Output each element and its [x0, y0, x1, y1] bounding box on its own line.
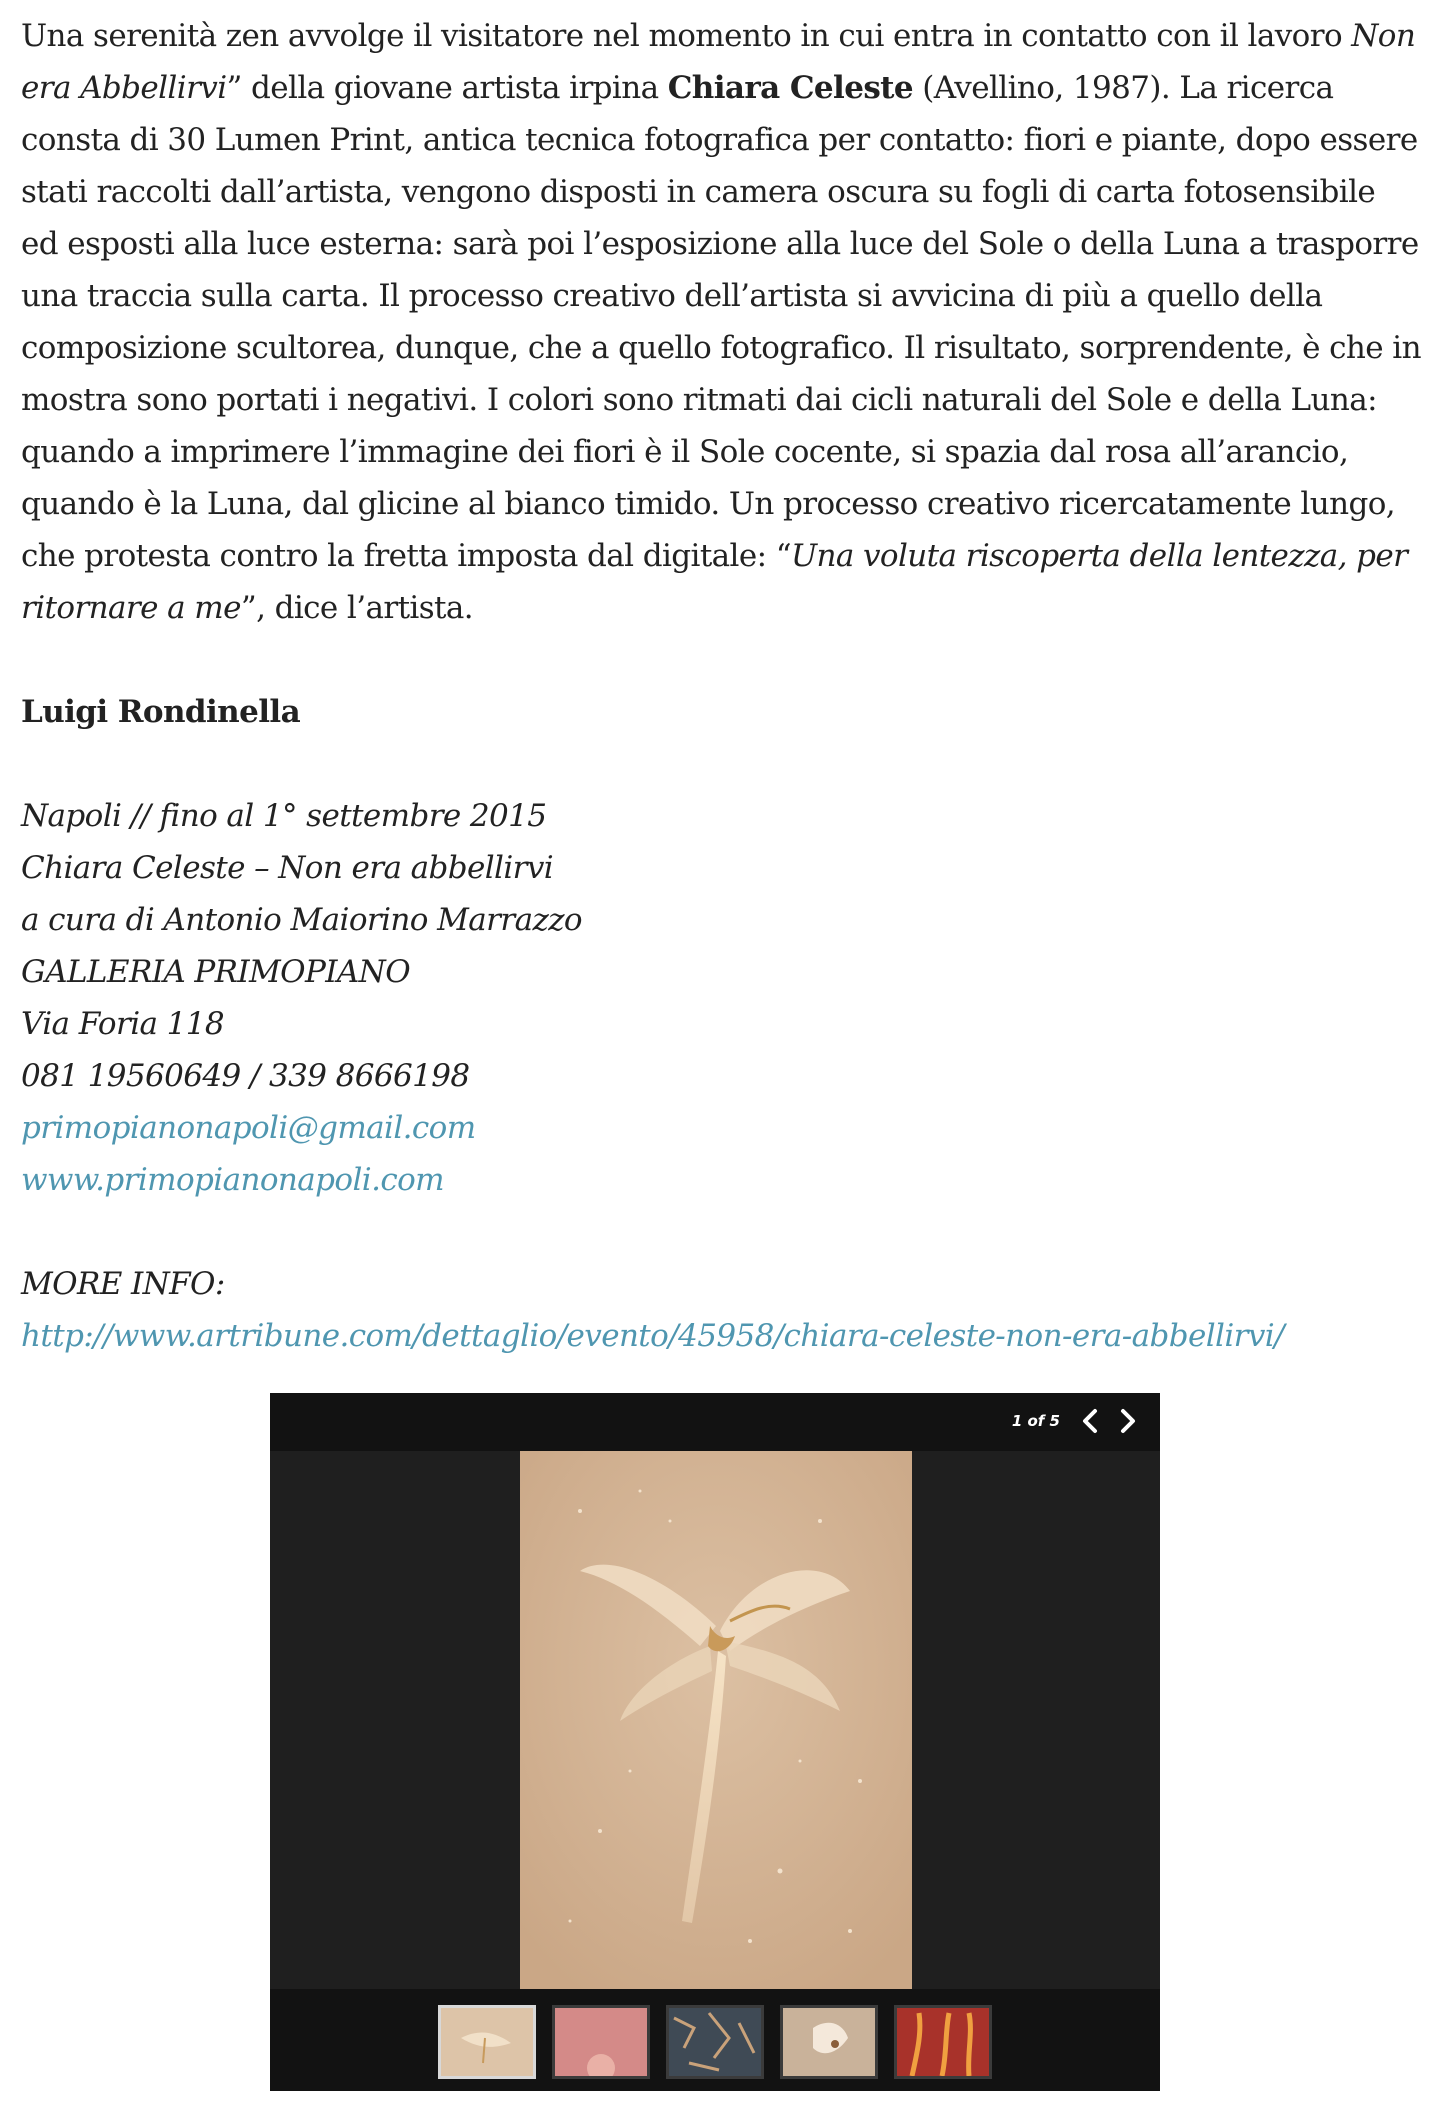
- gallery-prev-button[interactable]: [1076, 1405, 1106, 1437]
- paragraph-text: ” della giovane artista irpina: [226, 70, 668, 106]
- gallery-counter: 1 of 5: [1011, 1412, 1060, 1430]
- email-link[interactable]: primopianonapoli@gmail.com: [21, 1110, 476, 1146]
- gallery-topbar: [270, 1393, 1160, 1451]
- chevron-right-icon: [1112, 1405, 1142, 1437]
- gallery-thumbnail[interactable]: [894, 2005, 992, 2079]
- gallery-thumbnail[interactable]: [552, 2005, 650, 2079]
- info-date: Napoli // fino al 1° settembre 2015: [21, 798, 547, 834]
- gallery-next-button[interactable]: [1112, 1405, 1142, 1437]
- more-info-link[interactable]: http://www.artribune.com/dettaglio/evento/45958/chiara-celeste-non-era-abbellirvi/: [21, 1318, 1284, 1354]
- article-author: Luigi Rondinella: [21, 694, 301, 730]
- info-curator: a cura di Antonio Maiorino Marrazzo: [21, 902, 582, 938]
- website-link[interactable]: www.primopianonapoli.com: [21, 1162, 444, 1198]
- gallery-thumbnail[interactable]: [666, 2005, 764, 2079]
- info-gallery: GALLERIA PRIMOPIANO: [21, 954, 411, 990]
- gallery-thumbnail[interactable]: [438, 2005, 536, 2079]
- article-paragraph: [21, 10, 1421, 634]
- artist-name: Chiara Celeste: [667, 70, 914, 106]
- image-gallery: [270, 1393, 1160, 2091]
- article-body: [21, 10, 1421, 1362]
- paragraph-text: ”, dice l’artista.: [240, 590, 474, 626]
- paragraph-text: (Avellino, 1987). La ricerca consta di 30 Lumen Print, antica tecnica fotografica per contatto: fiori e piante, dopo essere stati raccolti dall’artista, vengono disposti in camera oscura su fogli di carta fotosensibile ed esposti alla luce esterna: sarà poi l’esposizione alla luce del Sole o della Luna a trasporre una traccia sulla carta. Il processo creativo dell’artista si avvicina di più a quello della composizione scultorea, dunque, che a quello fotografico. Il risultato, sorprendente, è che in mostra sono portati i negativi. I colori sono ritmati dai cicli naturali del Sole e della Luna: quando a imprimere l’immagine dei fiori è il Sole cocente, si spazia dal rosa all’arancio, quando è la Luna, dal glicine al bianco timido. Un processo creativo ricercatamente lungo, che protesta contro la fretta imposta dal digitale: “: [21, 70, 1421, 574]
- more-info-label: MORE INFO:: [21, 1266, 225, 1302]
- gallery-main-image[interactable]: [520, 1451, 912, 1989]
- artist-quote: Una voluta riscoperta della lentezza, per ritornare a me: [21, 538, 1408, 626]
- work-title: Non era Abbellirvi: [21, 18, 1416, 106]
- paragraph-text: Una serenità zen avvolge il visitatore nel momento in cui entra in contatto con il lavoro: [21, 18, 1352, 54]
- info-exhibition: Chiara Celeste – Non era abbellirvi: [21, 850, 554, 886]
- info-address: Via Foria 118: [21, 1006, 225, 1042]
- info-phone: 081 19560649 / 339 8666198: [21, 1058, 470, 1094]
- gallery-thumbnail[interactable]: [780, 2005, 878, 2079]
- gallery-thumbnails: [270, 1989, 1160, 2091]
- flower-photo: [520, 1451, 912, 1989]
- chevron-left-icon: [1076, 1405, 1106, 1437]
